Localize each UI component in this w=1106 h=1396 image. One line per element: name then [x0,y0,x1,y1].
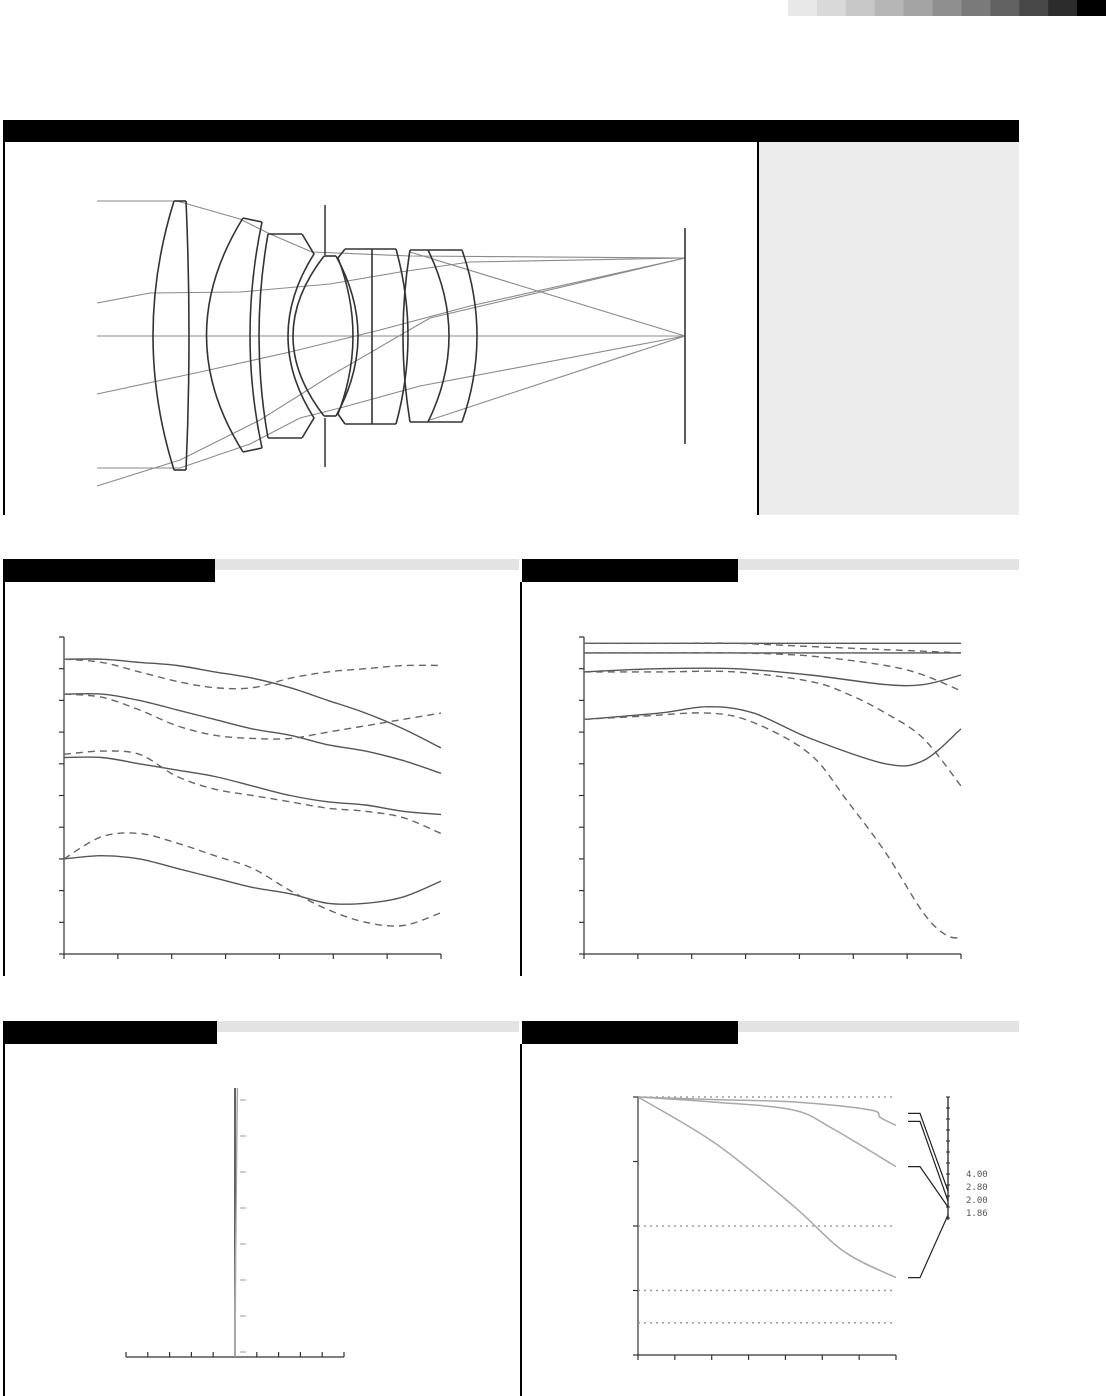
series-line-6 [584,671,961,786]
series-line-2 [584,643,961,653]
chart4-header [522,1021,738,1044]
series-line-1 [64,659,441,748]
chart4-frame [520,1044,522,1396]
series-line-8 [584,713,961,938]
leader-line [908,1113,948,1191]
grayscale-swatch [788,0,817,16]
grayscale-swatch [846,0,875,16]
grayscale-swatch [961,0,990,16]
light-rays [97,201,685,486]
series-line-3 [64,694,441,774]
chart2-frame [520,582,522,976]
distortion-chart [110,1080,360,1370]
chart3-header [3,1021,217,1044]
illumination-line-3 [638,1097,896,1278]
lens-section-header [3,120,1019,142]
grayscale-swatch [1019,0,1048,16]
grayscale-swatch [1048,0,1077,16]
fstop-label: 2.00 [966,1196,988,1206]
series-line-5 [584,668,961,686]
mtf-chart-1 [0,620,470,970]
chart1-header [3,559,215,582]
lens-diagram [0,140,757,515]
leader-line [908,1215,948,1278]
grayscale-swatch [990,0,1019,16]
series-line-4 [64,694,441,739]
illumination-line-1 [638,1097,896,1125]
axes [633,1097,896,1360]
grayscale-swatches [788,0,1106,16]
series-line-7 [584,707,961,766]
illumination-chart [610,1080,1010,1370]
chart3-frame [3,1044,5,1396]
grayscale-swatch [933,0,962,16]
chart2-header [522,559,738,582]
mtf-chart-2 [560,620,980,970]
fstop-label: 4.00 [966,1170,988,1180]
grayscale-swatch [817,0,846,16]
grayscale-strip [788,0,1106,16]
series-line-5 [64,757,441,814]
lens-info-panel [757,142,1019,515]
lens-element-2 [207,218,263,452]
axes [59,637,441,959]
series-line-6 [64,751,441,834]
series-line-8 [64,833,441,926]
fstop-label: 1.86 [966,1209,988,1219]
leader-line [908,1121,948,1201]
series-line-2 [64,659,441,689]
grayscale-swatch [904,0,933,16]
series-line-7 [64,856,441,905]
fstop-label: 2.80 [966,1183,988,1193]
grayscale-swatch [1077,0,1106,16]
grayscale-swatch [875,0,904,16]
